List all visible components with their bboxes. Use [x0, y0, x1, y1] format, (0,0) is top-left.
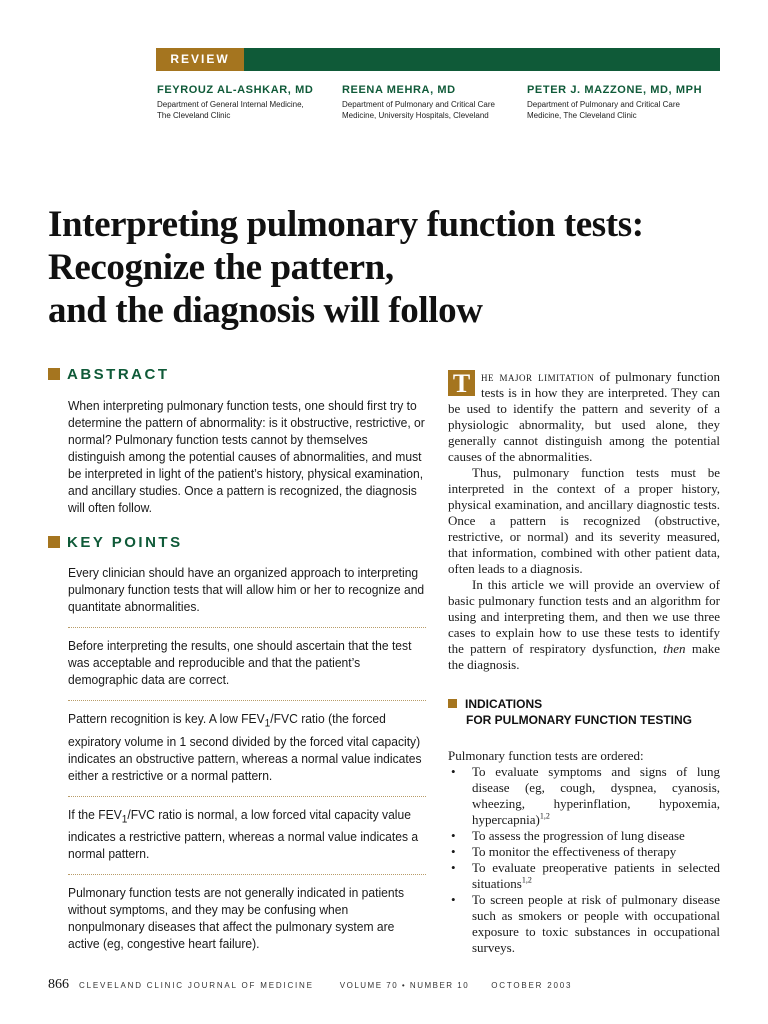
key-points-list	[48, 564, 428, 964]
main-text-column	[448, 369, 720, 956]
bullet-icon: •	[451, 828, 456, 843]
section-banner	[156, 48, 720, 71]
bullet-icon: •	[451, 860, 456, 875]
page-number: 866	[48, 977, 69, 992]
bullet-icon: •	[451, 764, 456, 779]
key-points-heading: KEY POINTS	[48, 532, 428, 552]
square-bullet-icon	[48, 368, 60, 380]
dotted-divider	[68, 627, 426, 628]
dotted-divider	[68, 796, 426, 797]
key-point: If the $FEV_1$/FVC ratio is normal, a low forced vital capacity value indicates a restrictive pattern, whereas a normal value indicates a normal pattern.	[68, 806, 419, 862]
title-line: Interpreting pulmonary function tests:	[48, 204, 644, 245]
section-tag: REVIEW	[156, 48, 244, 71]
key-point: Pattern recognition is key. A low $FEV_1$/FVC ratio (the forced expiratory volume in 1 second divided by the forced vital capacity) indicates an obstructive pattern, whereas a normal value indicates either a restrictive or a normal pattern.	[68, 711, 422, 783]
body-paragraph: Thus, pulmonary function tests must be interpreted in the context of a proper history, physical examination, and ancillary diagnostic tests. Once a pattern is recognized (obstructive, restrictive, or normal) and its severity measured, that information, combined with other patient data, often leads to a diagnosis.	[448, 465, 720, 576]
list-item: • To monitor the effectiveness of therapy	[451, 844, 677, 859]
list-item: • To evaluate preoperative patients in selected situations$^{1,2}$	[451, 860, 720, 891]
key-point: Before interpreting the results, one should ascertain that the test was acceptable and reproducible and that the patient’s demographic data are correct.	[68, 638, 412, 687]
dotted-divider	[68, 874, 426, 875]
sidebar-column	[48, 364, 428, 964]
author-3	[527, 83, 713, 121]
indications-lead: Pulmonary function tests are ordered:	[448, 748, 644, 763]
issue-date: OCTOBER 2003	[491, 981, 573, 990]
list-item: • To screen people at risk of pulmonary disease such as smokers or people with occupational exposure to toxic substances in occupational surveys.	[451, 892, 720, 955]
article-title	[48, 203, 748, 332]
indications-heading: INDICATIONS FOR PULMONARY FUNCTION TESTING	[448, 696, 720, 728]
intro-paragraph: T he major limitation of pulmonary function tests is in how they are interpreted. They can be used to identify the pattern and severity of a physiologic abnormality, but used alone, they generally cannot distinguish among the potential causes of the abnormalities.	[448, 369, 720, 464]
indications-list	[448, 764, 720, 956]
dotted-divider	[68, 700, 426, 701]
author-affiliation: Department of General Internal Medicine, The Cleveland Clinic	[157, 100, 304, 120]
title-line: Recognize the pattern,	[48, 247, 394, 288]
abstract-text: When interpreting pulmonary function tests, one should first try to determine the pattern of abnormality: is it obstructive, restrictive, or normal? Pulmonary function tests cannot by themselves distinguish among the potential causes of abnormalities, and must be interpreted in light of the patient’s history, physical examination, and ancillary studies. Once a pattern is recognized, the diagnosis will often follow.	[68, 398, 425, 515]
bullet-icon: •	[451, 844, 456, 859]
author-name: REENA MEHRA, MD	[342, 84, 456, 96]
bullet-icon: •	[451, 892, 456, 907]
list-item: • To assess the progression of lung disease	[451, 828, 685, 843]
author-2	[342, 83, 528, 121]
author-affiliation: Department of Pulmonary and Critical Care Medicine, The Cleveland Clinic	[527, 100, 680, 120]
title-line: and the diagnosis will follow	[48, 290, 483, 331]
author-1	[157, 83, 343, 121]
author-affiliation: Department of Pulmonary and Critical Care Medicine, University Hospitals, Cleveland	[342, 100, 495, 120]
abstract-heading: ABSTRACT	[48, 364, 428, 384]
author-name: PETER J. MAZZONE, MD, MPH	[527, 84, 703, 96]
author-name: FEYROUZ AL-ASHKAR, MD	[157, 84, 314, 96]
square-bullet-icon	[448, 699, 457, 708]
page-footer	[48, 977, 572, 993]
body-paragraph: In this article we will provide an overview of basic pulmonary function tests and an algorithm for using and interpreting them, and then we use three cases to explain how to use these tests to identify the pattern of respiratory dysfunction, then make the diagnosis.	[448, 577, 720, 672]
volume-number: VOLUME 70 • NUMBER 10	[339, 981, 470, 990]
drop-cap: T	[448, 370, 475, 396]
key-point: Every clinician should have an organized approach to interpreting pulmonary function tests that will allow him or her to recognize and quantitate abnormalities.	[68, 565, 425, 614]
journal-name: CLEVELAND CLINIC JOURNAL OF MEDICINE	[79, 981, 314, 990]
square-bullet-icon	[48, 536, 60, 548]
key-point: Pulmonary function tests are not generally indicated in patients without symptoms, and they may be confusing when nonpulmonary diseases that affect the pulmonary system are active (eg, congestive heart failure).	[68, 885, 405, 952]
list-item: • To evaluate symptoms and signs of lung disease (eg, cough, dyspnea, cyanosis, wheezing, hyperinflation, hypoxemia, hypercapnia)$^{1,2}$	[451, 764, 720, 827]
